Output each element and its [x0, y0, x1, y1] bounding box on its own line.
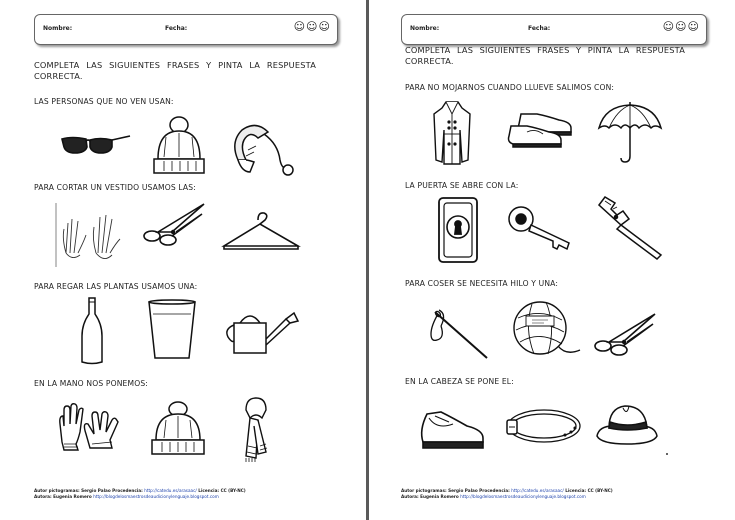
bottle-icon[interactable] [80, 296, 104, 366]
gloves-icon[interactable] [56, 402, 126, 452]
credits-line-2 [34, 494, 246, 500]
credits-footer [34, 488, 246, 499]
loafer-icon[interactable] [419, 408, 485, 452]
stray-mark [666, 453, 668, 455]
raincoat-icon[interactable] [432, 100, 472, 166]
credits-license: Licencia: CC (BY-NC) [196, 488, 246, 493]
credits-author: Autor pictogramas: Sergio Palao Procedencia: [401, 488, 512, 493]
question-4: EN LA MANO NOS PONEMOS: [34, 379, 149, 388]
name-label: Nombre: [410, 25, 440, 32]
credits-author: Autor pictogramas: Sergio Palao Procedencia: [34, 488, 145, 493]
hat-icon[interactable] [595, 402, 659, 446]
glass-icon[interactable] [147, 298, 197, 362]
question-1: PARA NO MOJARNOS CUANDO LLUEVE SALIMOS CON: [405, 83, 615, 92]
keyhole-icon[interactable] [437, 196, 479, 264]
credits-link-arasaac[interactable]: http://catedu.es/arasaac/ [144, 488, 197, 493]
credits-link-blog[interactable]: http://blogdelosmaestrosdeaudicionylenguaje.blogspot.com [93, 493, 219, 499]
glasses-icon[interactable] [60, 133, 132, 159]
instruction-text: COMPLETA LAS SIGUIENTES FRASES Y PINTA LA RESPUESTA CORRECTA. [34, 60, 316, 81]
wrench-icon[interactable] [595, 195, 667, 261]
scarf-icon[interactable] [240, 396, 272, 462]
yarn-ball-icon[interactable] [512, 298, 582, 362]
needle-icon[interactable] [429, 302, 495, 362]
question-4: EN LA CABEZA SE PONE EL: [405, 377, 514, 386]
name-date-header [401, 14, 707, 45]
credits-link-blog[interactable]: http://blogdelosmaestrosdeaudicionylenguaje.blogspot.com [460, 493, 586, 499]
credits-authoress: Autora: Eugenia Romero [34, 493, 94, 499]
smiley-faces: ☺☺☺ [662, 20, 700, 33]
watering-can-icon[interactable] [224, 305, 302, 355]
date-label: Fecha: [528, 25, 551, 32]
credits-authoress: Autora: Eugenia Romero [401, 493, 461, 499]
wool-hat-icon[interactable] [150, 115, 208, 177]
hanger-icon[interactable] [222, 210, 300, 252]
key-icon[interactable] [507, 205, 575, 251]
belt-icon[interactable] [505, 404, 583, 448]
credits-license: Licencia: CC (BY-NC) [563, 488, 613, 493]
instruction-text: COMPLETA LAS SIGUIENTES FRASES Y PINTA LA RESPUESTA CORRECTA. [405, 45, 685, 66]
credits-line-2 [401, 494, 613, 500]
name-date-header [34, 14, 338, 45]
worksheet-page-right [369, 0, 735, 520]
credits-footer [401, 488, 613, 499]
question-1: LAS PERSONAS QUE NO VEN USAN: [34, 97, 174, 106]
question-2: PARA CORTAR UN VESTIDO USAMOS LAS: [34, 183, 196, 192]
scissors-icon[interactable] [593, 312, 659, 356]
wool-hat-icon[interactable] [148, 400, 208, 458]
worksheet-page-left [0, 0, 367, 520]
smiley-faces: ☺☺☺ [293, 20, 331, 33]
scissors-icon[interactable] [142, 202, 208, 246]
hearing-aid-icon[interactable] [228, 120, 296, 180]
question-3: PARA REGAR LAS PLANTAS USAMOS UNA: [34, 282, 198, 291]
hands-icon[interactable] [54, 203, 126, 267]
name-label: Nombre: [43, 25, 73, 32]
credits-link-arasaac[interactable]: http://catedu.es/arasaac/ [511, 488, 564, 493]
shoes-icon[interactable] [507, 110, 575, 150]
question-2: LA PUERTA SE ABRE CON LA: [405, 181, 519, 190]
date-label: Fecha: [165, 25, 188, 32]
umbrella-icon[interactable] [597, 102, 663, 164]
question-3: PARA COSER SE NECESITA HILO Y UNA: [405, 279, 559, 288]
